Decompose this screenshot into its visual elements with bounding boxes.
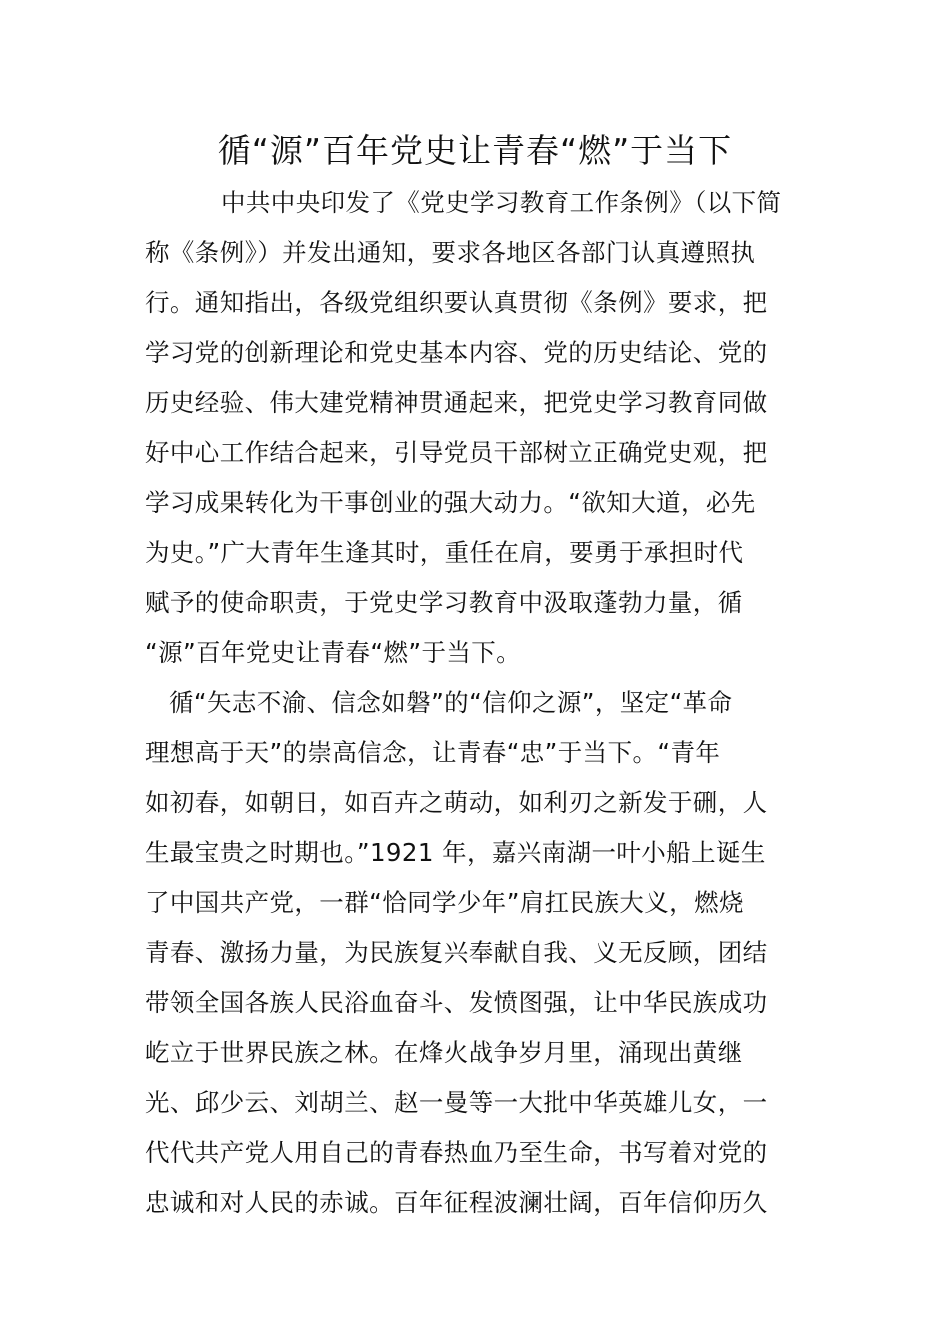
text-line: 赋予的使命职责，于党史学习教育中汲取蓬勃力量，循 — [145, 588, 743, 617]
text-line: 了中国共产党，一群“恰同学少年”肩扛民族大义，燃烧 — [145, 888, 744, 917]
text-line: 代代共产党人用自己的青春热血乃至生命，书写着对党的 — [145, 1138, 768, 1167]
text-line: 忠诚和对人民的赤诚。百年征程波澜壮阔，百年信仰历久 — [145, 1188, 768, 1217]
text-line: 学习党的创新理论和党史基本内容、党的历史结论、党的 — [145, 338, 768, 367]
text-line: 理想高于天”的崇高信念，让青春“忠”于当下。“青年 — [145, 738, 721, 767]
text-line: 学习成果转化为干事创业的强大动力。“欲知大道，必先 — [145, 488, 756, 517]
text-line: 中共中央印发了《党史学习教育工作条例》（以下简 — [221, 188, 782, 217]
text-line: “源”百年党史让青春“燃”于当下。 — [145, 638, 522, 667]
text-line: 称《条例》）并发出通知，要求各地区各部门认真遵照执 — [145, 238, 756, 267]
text-line: 如初春，如朝日，如百卉之萌动，如利刃之新发于硎，人 — [145, 788, 768, 817]
text-line: 好中心工作结合起来，引导党员干部树立正确党史观，把 — [145, 438, 768, 467]
text-line: 光、邱少云、刘胡兰、赵一曼等一大批中华英雄儿女，一 — [145, 1088, 768, 1117]
text-line: 行。通知指出，各级党组织要认真贯彻《条例》要求，把 — [145, 288, 768, 317]
text-line: 循“矢志不渝、信念如磐”的“信仰之源”，坚定“革命 — [169, 688, 733, 717]
text-line: 屹立于世界民族之林。在烽火战争岁月里，涌现出黄继 — [145, 1038, 743, 1067]
text-line: 历史经验、伟大建党精神贯通起来，把党史学习教育同做 — [145, 388, 768, 417]
document-body — [145, 178, 810, 1228]
document-title: 循“源”百年党史让青春“燃”于当下 — [217, 131, 733, 170]
text-line: 青春、激扬力量，为民族复兴奉献自我、义无反顾，团结 — [145, 938, 768, 967]
text-line: 生最宝贵之时期也。”1921 年，嘉兴南湖一叶小船上诞生 — [145, 838, 766, 867]
text-line: 带领全国各族人民浴血奋斗、发愤图强，让中华民族成功 — [145, 988, 768, 1017]
text-line: 为史。”广大青年生逢其时，重任在肩，要勇于承担时代 — [145, 538, 744, 567]
